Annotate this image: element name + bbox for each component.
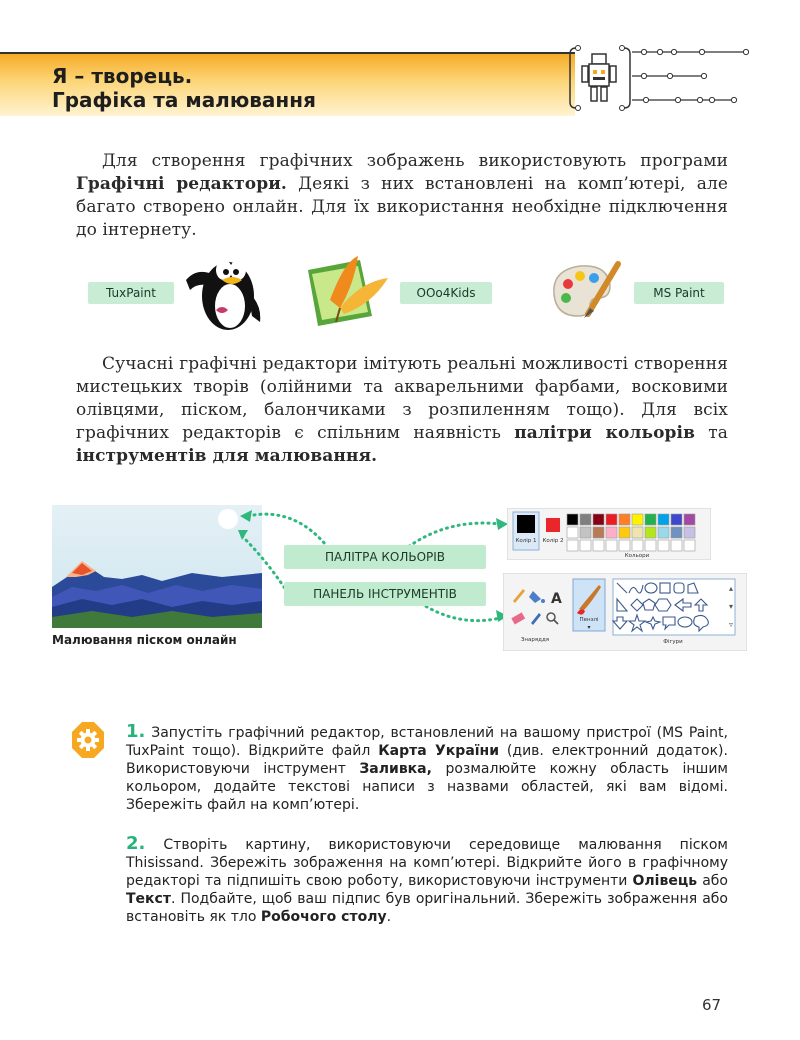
header-rule xyxy=(0,52,575,54)
color-swatch[interactable] xyxy=(606,514,617,525)
color-swatch[interactable] xyxy=(684,527,695,538)
color-swatch[interactable] xyxy=(645,514,656,525)
color-swatch[interactable] xyxy=(619,540,630,551)
tools-label: ПАНЕЛЬ ІНСТРУМЕНТІВ xyxy=(284,582,486,606)
file-name-map: Карта України xyxy=(378,743,500,759)
tool-fill-name: Заливка, xyxy=(359,761,432,777)
title-line-2: Графіка та малювання xyxy=(52,88,316,112)
tools-group-label: Знаряддя xyxy=(520,637,550,643)
ooo4kids-icon xyxy=(300,252,396,332)
color-swatch[interactable] xyxy=(632,514,643,525)
color-swatch[interactable] xyxy=(606,527,617,538)
color-swatch[interactable] xyxy=(658,527,669,538)
scroll-more-icon[interactable]: ▿ xyxy=(729,620,734,629)
term-color-palette: палітри кольорів xyxy=(514,423,696,443)
gear-icon xyxy=(68,720,108,760)
task-number-2: 2. xyxy=(126,833,146,854)
tux-penguin-icon xyxy=(176,252,266,330)
color-swatch[interactable] xyxy=(632,527,643,538)
page-title xyxy=(52,64,316,112)
color-swatch[interactable] xyxy=(567,540,578,551)
color-swatch[interactable] xyxy=(567,514,578,525)
brushes-dropdown-icon[interactable]: ▾ xyxy=(587,624,591,631)
page-number: 67 xyxy=(702,996,722,1014)
scroll-up-icon[interactable]: ▴ xyxy=(729,584,734,593)
color-swatch[interactable] xyxy=(593,514,604,525)
robot-circuit-icon xyxy=(560,40,760,116)
color-swatch[interactable] xyxy=(684,540,695,551)
landscape-caption: Малювання піском онлайн xyxy=(52,633,237,647)
color-swatch[interactable] xyxy=(593,540,604,551)
paint-colors-panel xyxy=(507,508,711,560)
color1-swatch[interactable] xyxy=(517,515,535,533)
color2-swatch[interactable] xyxy=(546,518,560,532)
diagram-connectors xyxy=(226,500,526,640)
color-swatch[interactable] xyxy=(671,540,682,551)
color-swatch[interactable] xyxy=(658,514,669,525)
color-swatch[interactable] xyxy=(658,540,669,551)
features-paragraph: Сучасні графічні редактори імітують реальні можливості створення мистецьких творів (олійними та акварельними фарбами, восковими олівцями, піском, балончиками з розпиленням тощо). Для всіх графічних редакторів є спільним наявність палітри кольорів та інструментів для малювання. xyxy=(76,354,728,466)
editor-label-ms-paint: MS Paint xyxy=(634,282,724,304)
tool-text-name: Текст xyxy=(126,891,171,907)
colors-group-label: Кольори xyxy=(624,553,650,559)
ms-paint-palette-icon xyxy=(548,258,628,322)
task-1: 1. Запустіть графічний редактор, встановлений на вашому пристрої (MS Paint, TuxPaint тощо). Відкрийте файл Карта України (див. електронний додаток). Використовуючи інструмент Заливка, розмалюйте кожну область іншим кольором, додайте текстові написи з назвами областей, які вам відомі. Збережіть файл на комп’ютері. xyxy=(126,721,728,813)
color-swatch[interactable] xyxy=(580,540,591,551)
color-swatch[interactable] xyxy=(645,540,656,551)
palette-label: ПАЛІТРА КОЛЬОРІВ xyxy=(284,545,486,569)
color-swatch[interactable] xyxy=(632,540,643,551)
text-tool-icon[interactable]: A xyxy=(551,591,562,607)
tools-ribbon xyxy=(503,573,747,651)
color2-label: Колір 2 xyxy=(542,538,564,544)
color1-label: Колір 1 xyxy=(515,538,537,544)
tool-pencil-name: Олівець xyxy=(632,873,698,889)
term-drawing-tools: інструментів для малювання. xyxy=(76,446,378,466)
color-swatch[interactable] xyxy=(606,540,617,551)
title-line-1: Я – творець. xyxy=(52,64,193,88)
scroll-down-icon[interactable]: ▾ xyxy=(729,602,734,611)
color-swatch[interactable] xyxy=(593,527,604,538)
color-swatch[interactable] xyxy=(671,527,682,538)
brushes-label: Пензлі xyxy=(579,617,599,623)
color-swatch[interactable] xyxy=(645,527,656,538)
color-swatch[interactable] xyxy=(671,514,682,525)
color-swatch[interactable] xyxy=(619,527,630,538)
task-2: 2. Створіть картину, використовуючи середовище малювання піском Thisissand. Збережіть зображення на комп’ютері. Відкрийте його в графічному редакторі та підпишіть свою роботу, використовуючи інструменти Олівець або Текст. Подбайте, щоб ваш підпис був оригінальний. Збережіть зображення або встановіть як тло Робочого столу. xyxy=(126,833,728,925)
editor-label-ooo4kids: OOo4Kids xyxy=(400,282,492,304)
shapes-group-label: Фігури xyxy=(663,639,683,645)
color-swatch[interactable] xyxy=(684,514,695,525)
color-swatch[interactable] xyxy=(567,527,578,538)
editor-label-tuxpaint: TuxPaint xyxy=(88,282,174,304)
colors-ribbon xyxy=(507,508,711,560)
term-graphic-editors: Графічні редактори. xyxy=(76,174,287,194)
color-swatch[interactable] xyxy=(580,527,591,538)
paint-tools-panel xyxy=(503,573,747,651)
color-swatch[interactable] xyxy=(580,514,591,525)
desktop-term: Робочого столу xyxy=(260,909,387,925)
task-number-1: 1. xyxy=(126,721,146,742)
intro-paragraph: Для створення графічних зображень використовують програми Графічні редактори. Деякі з них встановлені на комп’ютері, але багато створено онлайн. Для їх використання необхідне підключення до інтернету. xyxy=(76,151,729,240)
color-swatch[interactable] xyxy=(619,514,630,525)
